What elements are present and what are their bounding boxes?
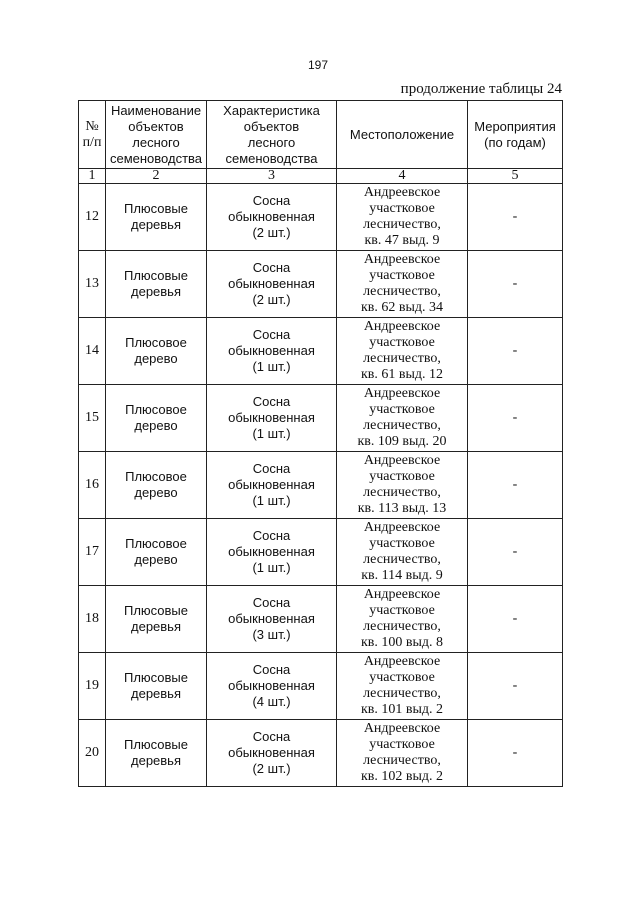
cell-line: обыкновенная [228, 745, 315, 760]
cell-line: Плюсовое [125, 469, 187, 484]
cell-line: кв. 114 выд. 9 [361, 568, 443, 583]
cell-line: Андреевское [363, 185, 441, 200]
object-name [106, 519, 207, 586]
row-number: 12 [79, 184, 106, 251]
cell-line: Характеристика [223, 102, 320, 118]
cell-line: Плюсовое [125, 335, 187, 350]
object-name [106, 251, 207, 318]
table-row [79, 251, 563, 318]
cell-line: кв. 101 выд. 2 [360, 702, 444, 717]
row-number: 19 [79, 653, 106, 720]
header-row [79, 101, 563, 169]
cell-line: участковое [369, 268, 435, 283]
table-row [79, 184, 563, 251]
cell-line: Андреевское [363, 319, 441, 334]
object-name [106, 653, 207, 720]
object-characteristics [207, 519, 337, 586]
cell-line: лесничество, [363, 217, 441, 232]
cell-line: Андреевское [363, 252, 441, 267]
cell-line: Плюсовые [123, 670, 189, 685]
forest-seed-objects-table [78, 100, 563, 787]
cell-line: п/п [82, 134, 102, 150]
cell-line: (2 шт.) [252, 225, 291, 240]
object-location [337, 586, 468, 653]
cell-line: кв. 47 выд. 9 [364, 233, 440, 248]
cell-line: обыкновенная [228, 410, 315, 425]
cell-line: объектов [128, 118, 184, 134]
header-object-name [106, 101, 207, 169]
object-name [106, 586, 207, 653]
cell-line: дерево [134, 418, 178, 433]
table-row [79, 586, 563, 653]
cell-line: участковое [369, 402, 435, 417]
table-body [79, 184, 563, 787]
cell-line: Андреевское [363, 654, 441, 669]
cell-line: Плюсовые [123, 603, 189, 618]
row-number: 20 [79, 720, 106, 787]
cell-line: деревья [131, 619, 181, 634]
page-number: 197 [307, 58, 329, 72]
cell-line: лесничество, [363, 351, 441, 366]
measures: - [468, 251, 563, 318]
table-row [79, 385, 563, 452]
cell-line: обыкновенная [228, 209, 315, 224]
object-characteristics [207, 586, 337, 653]
cell-line: кв. 61 выд. 12 [360, 367, 444, 382]
cell-line: дерево [134, 552, 178, 567]
row-number: 15 [79, 385, 106, 452]
cell-line: (1 шт.) [252, 493, 291, 508]
cell-line: кв. 102 выд. 2 [360, 769, 444, 784]
cell-line: Наименование [110, 102, 202, 118]
object-location [337, 318, 468, 385]
column-number: 2 [106, 169, 207, 184]
cell-line: Сосна [252, 260, 291, 275]
cell-line: обыкновенная [228, 276, 315, 291]
cell-line: деревья [131, 686, 181, 701]
object-location [337, 519, 468, 586]
object-characteristics [207, 318, 337, 385]
measures: - [468, 385, 563, 452]
cell-line: Сосна [252, 394, 291, 409]
cell-line: Плюсовые [123, 268, 189, 283]
row-number: 17 [79, 519, 106, 586]
column-number-row [79, 169, 563, 184]
object-characteristics [207, 251, 337, 318]
cell-line: кв. 100 выд. 8 [360, 635, 444, 650]
cell-line: участковое [369, 536, 435, 551]
object-location [337, 184, 468, 251]
cell-line: Андреевское [363, 386, 441, 401]
cell-line: участковое [369, 737, 435, 752]
object-characteristics [207, 385, 337, 452]
cell-line: кв. 62 выд. 34 [360, 300, 444, 315]
cell-line: лесного [247, 134, 296, 150]
cell-line: Сосна [252, 193, 291, 208]
cell-line: семеноводства [225, 150, 318, 166]
column-number: 4 [337, 169, 468, 184]
cell-line: Сосна [252, 461, 291, 476]
column-number: 5 [468, 169, 563, 184]
cell-line: (2 шт.) [252, 761, 291, 776]
object-characteristics [207, 452, 337, 519]
measures: - [468, 653, 563, 720]
table-continuation-label: продолжение таблицы 24 [400, 81, 562, 97]
object-name [106, 318, 207, 385]
cell-line: Сосна [252, 528, 291, 543]
cell-line: деревья [131, 753, 181, 768]
table-row [79, 318, 563, 385]
cell-line: Сосна [252, 662, 291, 677]
cell-line: лесничество, [363, 686, 441, 701]
cell-line: Плюсовое [125, 536, 187, 551]
cell-line: Андреевское [363, 520, 441, 535]
cell-line: (по годам) [484, 134, 546, 150]
measures: - [468, 519, 563, 586]
cell-line: дерево [134, 351, 178, 366]
cell-line: Сосна [252, 327, 291, 342]
measures: - [468, 184, 563, 251]
cell-line: обыкновенная [228, 477, 315, 492]
cell-line: (3 шт.) [252, 627, 291, 642]
cell-line: Плюсовые [123, 737, 189, 752]
cell-line: обыкновенная [228, 343, 315, 358]
cell-line: Андреевское [363, 721, 441, 736]
cell-line: лесного [132, 134, 180, 150]
cell-line: Местоположение [349, 126, 455, 142]
object-location [337, 251, 468, 318]
row-number: 16 [79, 452, 106, 519]
row-number: 13 [79, 251, 106, 318]
cell-line: Андреевское [363, 587, 441, 602]
object-name [106, 720, 207, 787]
object-characteristics [207, 184, 337, 251]
object-name [106, 452, 207, 519]
object-location [337, 653, 468, 720]
cell-line: Плюсовые [123, 201, 189, 216]
header-characteristics [207, 101, 337, 169]
object-location [337, 720, 468, 787]
cell-line: участковое [369, 603, 435, 618]
object-characteristics [207, 653, 337, 720]
cell-line: участковое [369, 469, 435, 484]
object-location [337, 452, 468, 519]
cell-line: Сосна [252, 729, 291, 744]
cell-line: обыкновенная [228, 544, 315, 559]
cell-line: (1 шт.) [252, 426, 291, 441]
cell-line: объектов [243, 118, 300, 134]
cell-line: лесничество, [363, 485, 441, 500]
cell-line: дерево [134, 485, 178, 500]
cell-line: участковое [369, 201, 435, 216]
cell-line: Сосна [252, 595, 291, 610]
cell-line: лесничество, [363, 418, 441, 433]
cell-line: Андреевское [363, 453, 441, 468]
cell-line: лесничество, [363, 753, 441, 768]
cell-line: деревья [131, 284, 181, 299]
cell-line: (1 шт.) [252, 560, 291, 575]
cell-line: Плюсовое [125, 402, 187, 417]
cell-line: семеноводства [109, 150, 203, 166]
object-name [106, 385, 207, 452]
cell-line: (2 шт.) [252, 292, 291, 307]
object-name [106, 184, 207, 251]
header-location [337, 101, 468, 169]
column-number: 3 [207, 169, 337, 184]
column-number: 1 [79, 169, 106, 184]
cell-line: обыкновенная [228, 678, 315, 693]
cell-line: кв. 109 выд. 20 [357, 434, 447, 449]
cell-line: лесничество, [363, 619, 441, 634]
measures: - [468, 452, 563, 519]
cell-line: № [85, 118, 99, 134]
measures: - [468, 318, 563, 385]
row-number: 14 [79, 318, 106, 385]
cell-line: участковое [369, 335, 435, 350]
cell-line: (1 шт.) [252, 359, 291, 374]
cell-line: лесничество, [363, 552, 441, 567]
measures: - [468, 720, 563, 787]
measures: - [468, 586, 563, 653]
table-row [79, 653, 563, 720]
cell-line: обыкновенная [228, 611, 315, 626]
cell-line: (4 шт.) [252, 694, 291, 709]
table-row [79, 720, 563, 787]
cell-line: участковое [369, 670, 435, 685]
header-measures [468, 101, 563, 169]
cell-line: лесничество, [363, 284, 441, 299]
cell-line: Мероприятия [474, 118, 556, 134]
table-row [79, 519, 563, 586]
header-number [79, 101, 106, 169]
table-row [79, 452, 563, 519]
object-characteristics [207, 720, 337, 787]
row-number: 18 [79, 586, 106, 653]
object-location [337, 385, 468, 452]
cell-line: деревья [131, 217, 181, 232]
cell-line: кв. 113 выд. 13 [357, 501, 447, 516]
